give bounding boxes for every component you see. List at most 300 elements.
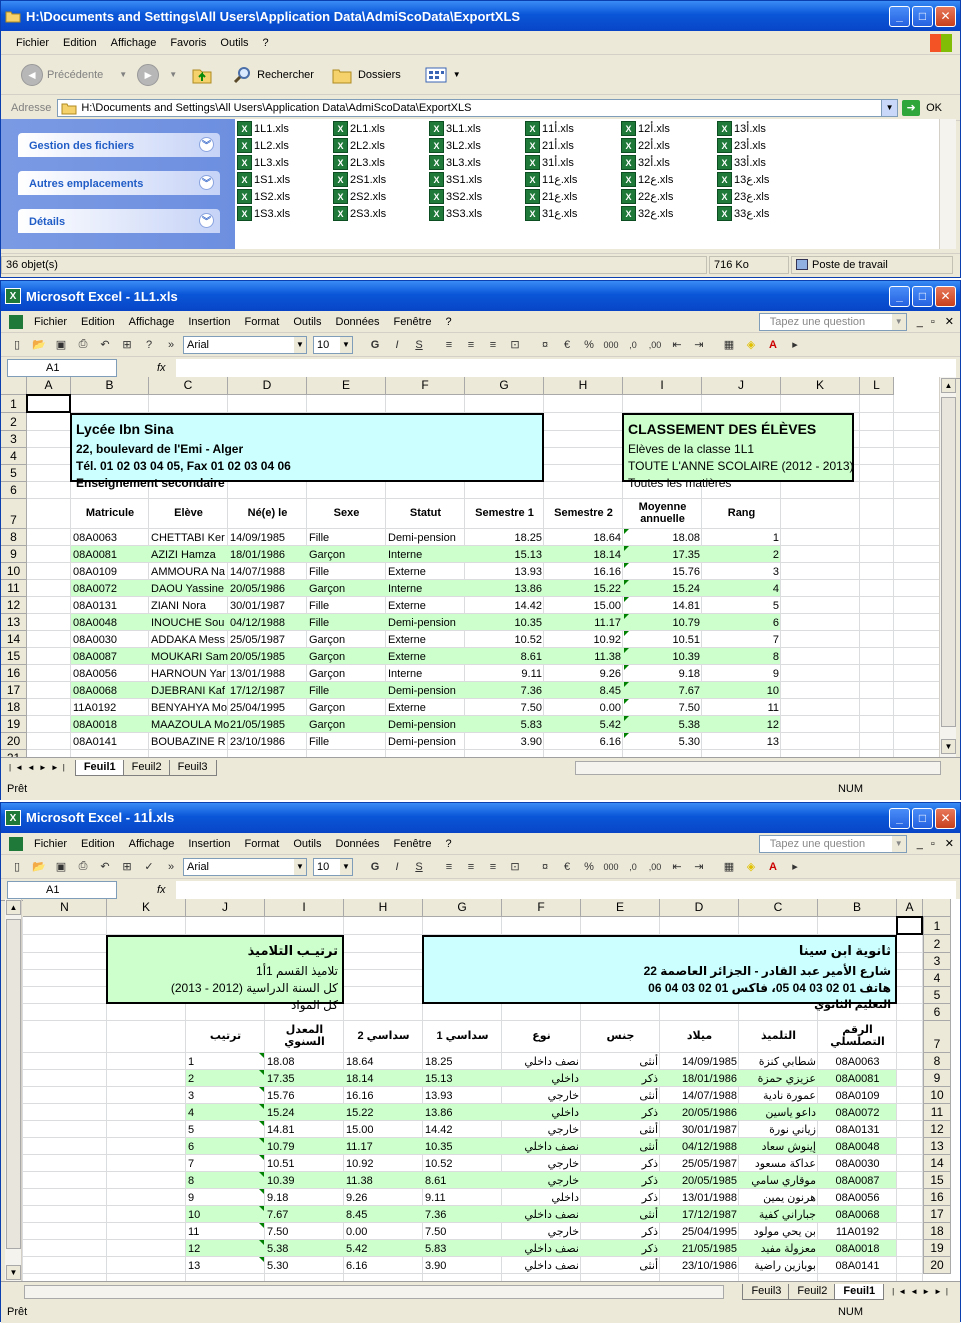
table-cell[interactable]: بوبازين راضية (754, 1260, 816, 1272)
table-cell[interactable]: 13/01/1988 (681, 1192, 737, 1204)
row-header[interactable]: 8 (1, 529, 27, 546)
file-item[interactable] (525, 205, 577, 222)
chevron-down-icon[interactable]: ▼ (294, 337, 306, 353)
table-cell[interactable]: Externe (388, 566, 426, 578)
row-header[interactable]: 17 (923, 1206, 951, 1223)
table-cell[interactable]: عزيزي حمزة (757, 1073, 816, 1085)
table-cell[interactable]: 4 (188, 1107, 195, 1119)
file-item[interactable] (429, 154, 481, 171)
scroll-up-icon[interactable]: ▲ (941, 378, 956, 393)
table-cell[interactable]: BENYAHYA Mo (151, 702, 228, 714)
table-cell[interactable]: CHETTABI Ker (151, 532, 225, 544)
table-cell[interactable]: 08A0131 (835, 1124, 880, 1136)
forward-arrow-icon[interactable]: ► (137, 64, 159, 86)
file-item[interactable] (333, 188, 386, 205)
menu-edition[interactable]: Edition (81, 315, 115, 328)
fill-color-icon[interactable]: ◈ (746, 861, 756, 873)
table-cell[interactable]: 8.61 (520, 651, 542, 663)
outdent-icon[interactable]: ⇤ (672, 339, 682, 351)
table-cell[interactable]: 1 (772, 532, 779, 544)
table-cell[interactable]: 7.50 (425, 1226, 447, 1238)
menu-insertion[interactable]: Insertion (188, 837, 231, 850)
table-cell[interactable]: 18.64 (346, 1056, 374, 1068)
table-cell[interactable]: 12 (766, 719, 779, 731)
table-cell[interactable]: 15.76 (672, 566, 700, 578)
file-item[interactable] (525, 154, 574, 171)
table-cell[interactable]: 17.35 (672, 549, 700, 561)
table-cell[interactable]: 10.51 (672, 634, 700, 646)
table-cell[interactable]: Garçon (309, 549, 346, 561)
table-cell[interactable]: 3 (188, 1090, 195, 1102)
table-cell[interactable]: HARNOUN Yar (151, 668, 226, 680)
table-cell[interactable]: 15.00 (593, 600, 621, 612)
row-header[interactable]: 2 (923, 935, 951, 953)
table-cell[interactable]: 08A0068 (835, 1209, 880, 1221)
row-header[interactable]: 2 (1, 413, 27, 431)
table-cell[interactable]: DAOU Yassine (151, 583, 224, 595)
table-cell[interactable]: 10.35 (514, 617, 542, 629)
menu-edition[interactable]: Edition (63, 36, 97, 49)
excel-doc-icon[interactable] (9, 315, 23, 329)
table-cell[interactable]: 16.16 (593, 566, 621, 578)
table-cell[interactable]: نصف داخلي (524, 1141, 579, 1153)
column-header[interactable]: N (23, 899, 107, 917)
table-cell[interactable]: 11.17 (594, 617, 621, 629)
doc-minimize-button[interactable]: _ (916, 315, 923, 328)
table-cell[interactable]: 10.79 (267, 1141, 295, 1153)
table-cell[interactable]: 5 (188, 1124, 195, 1136)
table-cell[interactable]: 17.35 (267, 1073, 295, 1085)
table-cell[interactable]: 12 (188, 1243, 201, 1255)
table-cell[interactable]: أنثى (639, 1141, 658, 1153)
table-cell[interactable]: 10 (188, 1209, 201, 1221)
file-item[interactable] (717, 137, 766, 154)
table-cell[interactable]: 13.86 (514, 583, 542, 595)
table-cell[interactable]: 08A0109 (835, 1090, 880, 1102)
table-cell[interactable]: ذكر (641, 1226, 658, 1238)
font-size-select[interactable] (313, 858, 353, 876)
tab-feuil2[interactable]: Feuil2 (788, 1284, 836, 1300)
table-cell[interactable]: 7.67 (678, 685, 700, 697)
go-button[interactable]: OK (926, 101, 942, 114)
table-cell[interactable]: 16.16 (346, 1090, 374, 1102)
table-cell[interactable]: 08A0048 (835, 1141, 880, 1153)
chevron-down-icon[interactable]: ▼ (892, 836, 906, 852)
table-cell[interactable]: 14.81 (267, 1124, 295, 1136)
file-item[interactable] (333, 120, 385, 137)
table-cell[interactable]: 08A0081 (73, 549, 118, 561)
table-cell[interactable]: 25/04/1995 (230, 702, 286, 714)
doc-restore-button[interactable]: ▫ (930, 315, 935, 328)
align-right-icon[interactable]: ≡ (489, 860, 497, 873)
table-cell[interactable]: إينوش سعاد (761, 1141, 816, 1153)
address-input[interactable] (57, 99, 898, 117)
row-header[interactable]: 1 (923, 917, 951, 935)
borders-icon[interactable]: ▦ (723, 339, 735, 351)
table-cell[interactable]: بن يحي مولود (753, 1226, 816, 1238)
italic-icon[interactable]: I (395, 860, 399, 873)
table-cell[interactable]: 08A0141 (73, 736, 118, 748)
table-cell[interactable]: 20/05/1985 (681, 1175, 737, 1187)
chevron-down-icon[interactable]: ︾ (199, 213, 214, 228)
table-cell[interactable]: 11 (188, 1226, 200, 1238)
table-cell[interactable]: 30/01/1987 (681, 1124, 737, 1136)
table-cell[interactable]: 13 (766, 736, 779, 748)
row-header[interactable]: 7 (1, 499, 27, 529)
table-cell[interactable]: 8 (772, 651, 779, 663)
save-icon[interactable]: ▣ (55, 339, 67, 351)
row-header[interactable]: 15 (1, 648, 27, 665)
scroll-down-icon[interactable]: ▼ (6, 1265, 21, 1280)
table-cell[interactable]: عداكة مسعود (754, 1158, 816, 1170)
row-header[interactable]: 9 (1, 546, 27, 563)
close-button[interactable]: ✕ (935, 286, 956, 307)
row-header[interactable]: 11 (923, 1104, 951, 1121)
table-cell[interactable]: داخلي (551, 1073, 579, 1085)
file-item[interactable] (237, 188, 290, 205)
back-button[interactable]: Précédente (47, 68, 104, 81)
scroll-thumb[interactable] (941, 397, 956, 727)
table-cell[interactable]: 6 (188, 1141, 195, 1153)
table-cell[interactable]: خارجي (547, 1158, 579, 1170)
menu-format[interactable]: Format (244, 837, 280, 850)
indent-icon[interactable]: ⇥ (694, 861, 704, 873)
table-cell[interactable]: 13.86 (425, 1107, 453, 1119)
file-item[interactable] (429, 120, 481, 137)
table-cell[interactable]: 04/12/1988 (681, 1141, 737, 1153)
save-icon[interactable]: ▣ (55, 861, 67, 873)
task-file-management[interactable] (18, 133, 220, 157)
table-cell[interactable]: أنثى (639, 1090, 658, 1102)
table-cell[interactable]: 21/05/1985 (230, 719, 286, 731)
direction-icon[interactable]: ▸ (792, 861, 798, 873)
search-icon[interactable] (233, 65, 253, 85)
formula-input[interactable] (176, 881, 956, 899)
table-cell[interactable]: 18/01/1986 (681, 1073, 737, 1085)
file-item[interactable] (717, 171, 769, 188)
bold-icon[interactable]: G (370, 338, 380, 351)
table-cell[interactable]: Externe (388, 702, 426, 714)
table-cell[interactable]: Externe (388, 634, 426, 646)
table-cell[interactable]: Externe (388, 600, 426, 612)
excel1-titlebar[interactable] (1, 281, 960, 311)
table-cell[interactable]: ذكر (641, 1192, 658, 1204)
column-header[interactable]: F (386, 377, 465, 395)
table-cell[interactable]: 11A0192 (73, 702, 117, 714)
thousands-icon[interactable]: 000 (603, 861, 619, 872)
tab-nav-icons[interactable]: |◄◄►►| (9, 763, 69, 772)
table-cell[interactable]: 10.52 (425, 1158, 453, 1170)
table-cell[interactable]: 13/01/1988 (230, 668, 286, 680)
table-cell[interactable]: 08A0109 (73, 566, 118, 578)
row-header[interactable]: 12 (923, 1121, 951, 1138)
merge-icon[interactable]: ⊡ (510, 339, 520, 351)
file-item[interactable] (717, 154, 766, 171)
more-icon[interactable]: » (167, 338, 175, 351)
menu-fenetre[interactable]: Fenêtre (393, 837, 432, 850)
file-item[interactable] (333, 137, 385, 154)
column-header[interactable]: B (71, 377, 149, 395)
menu-donnees[interactable]: Données (335, 315, 380, 328)
table-cell[interactable]: داخلي (551, 1192, 579, 1204)
row-header[interactable]: 20 (923, 1257, 951, 1274)
maximize-button[interactable]: □ (912, 6, 933, 27)
table-cell[interactable]: خارجي (547, 1226, 579, 1238)
table-cell[interactable]: AZIZI Hamza (151, 549, 216, 561)
row-header[interactable]: 20 (1, 733, 27, 750)
row-header[interactable]: 14 (923, 1155, 951, 1172)
column-header[interactable]: H (544, 377, 623, 395)
table-cell[interactable]: ذكر (641, 1073, 658, 1085)
table-cell[interactable]: 5.83 (520, 719, 542, 731)
maximize-button[interactable]: □ (912, 286, 933, 307)
file-item[interactable] (621, 188, 673, 205)
table-cell[interactable]: ADDAKA Mess (151, 634, 225, 646)
table-cell[interactable]: أنثى (639, 1260, 658, 1272)
spell-icon[interactable]: ✓ (144, 861, 154, 873)
table-cell[interactable]: 20/05/1985 (230, 651, 286, 663)
table-cell[interactable]: 14.81 (672, 600, 700, 612)
row-header[interactable]: 13 (1, 614, 27, 631)
row-header[interactable]: 4 (1, 448, 27, 465)
task-other-places[interactable] (18, 171, 220, 195)
row-header[interactable]: 6 (1, 482, 27, 499)
column-header[interactable]: G (423, 899, 502, 917)
table-cell[interactable]: داعو ياسين (765, 1107, 816, 1119)
align-center-icon[interactable]: ≡ (467, 338, 475, 351)
table-cell[interactable]: DJEBRANI Kaf (151, 685, 225, 697)
menu-affichage[interactable]: Affichage (128, 837, 175, 850)
chevron-down-icon[interactable]: ▼ (892, 314, 906, 330)
tab-feuil3[interactable]: Feuil3 (169, 760, 217, 776)
row-header[interactable]: 16 (923, 1189, 951, 1206)
table-cell[interactable]: 08A0056 (73, 668, 118, 680)
table-cell[interactable]: Garçon (309, 668, 346, 680)
table-cell[interactable]: Garçon (309, 702, 346, 714)
table-cell[interactable]: Garçon (309, 651, 346, 663)
menu-help[interactable]: ? (445, 315, 452, 328)
file-item[interactable] (525, 120, 574, 137)
table-cell[interactable]: 7.50 (678, 702, 700, 714)
menu-fichier[interactable]: Fichier (16, 36, 50, 49)
align-left-icon[interactable]: ≡ (445, 338, 453, 351)
file-item[interactable] (525, 137, 574, 154)
row-header[interactable]: 19 (1, 716, 27, 733)
font-name-select[interactable] (183, 336, 307, 354)
table-cell[interactable]: 17/12/1987 (230, 685, 286, 697)
row-header[interactable]: 11 (1, 580, 27, 597)
underline-icon[interactable]: S (415, 860, 423, 873)
select-all[interactable] (1, 377, 27, 395)
bold-icon[interactable]: G (370, 860, 380, 873)
file-item[interactable] (237, 154, 289, 171)
views-icon[interactable] (425, 66, 449, 84)
file-item[interactable] (429, 205, 482, 222)
file-item[interactable] (237, 120, 289, 137)
table-cell[interactable]: 0.00 (346, 1226, 368, 1238)
table-cell[interactable]: 23/10/1986 (230, 736, 286, 748)
table-cell[interactable]: 08A0018 (73, 719, 118, 731)
column-header[interactable]: D (660, 899, 739, 917)
column-header[interactable]: A (27, 377, 71, 395)
table-cell[interactable]: 20/05/1986 (230, 583, 286, 595)
hscroll[interactable] (575, 761, 941, 775)
table-cell[interactable]: 18.14 (593, 549, 621, 561)
chevron-down-icon[interactable]: ▼ (340, 859, 352, 875)
table-cell[interactable]: 7 (772, 634, 779, 646)
decrease-decimal-icon[interactable]: ,00 (648, 339, 662, 350)
table-cell[interactable]: 9.18 (267, 1192, 289, 1204)
table-cell[interactable]: Interne (388, 668, 423, 680)
table-cell[interactable]: ZIANI Nora (151, 600, 207, 612)
forward-dropdown-icon[interactable]: ▼ (169, 70, 178, 79)
table-cell[interactable]: 10.51 (267, 1158, 295, 1170)
table-cell[interactable]: MAAZOULA Mo (151, 719, 230, 731)
chevron-down-icon[interactable]: ▼ (294, 859, 306, 875)
open-icon[interactable]: 📂 (32, 339, 46, 351)
table-cell[interactable]: خارجي (547, 1175, 579, 1187)
table-cell[interactable]: Fille (309, 532, 330, 544)
row-header[interactable]: 5 (1, 465, 27, 482)
menu-help[interactable]: ? (445, 837, 452, 850)
table-cell[interactable]: 5.42 (599, 719, 621, 731)
table-cell[interactable]: ذكر (641, 1243, 658, 1255)
menu-donnees[interactable]: Données (335, 837, 380, 850)
table-cell[interactable]: 08A0048 (73, 617, 118, 629)
scroll-thumb[interactable] (6, 919, 21, 1249)
menu-outils[interactable]: Outils (293, 315, 322, 328)
table-cell[interactable]: 10.79 (672, 617, 700, 629)
row-header[interactable]: 1 (1, 395, 27, 413)
currency-icon[interactable]: ¤ (541, 338, 549, 351)
table-cell[interactable]: 25/05/1987 (230, 634, 286, 646)
table-cell[interactable]: 10.92 (593, 634, 621, 646)
table-cell[interactable]: 11.17 (346, 1141, 373, 1153)
table-cell[interactable]: 10.52 (514, 634, 542, 646)
row-header[interactable]: 6 (923, 1004, 951, 1021)
table-cell[interactable]: 11 (767, 702, 779, 714)
borders-icon[interactable]: ▦ (723, 861, 735, 873)
increase-decimal-icon[interactable]: ,0 (629, 339, 637, 350)
table-cell[interactable]: 7.50 (267, 1226, 289, 1238)
scroll-down-icon[interactable]: ▼ (941, 739, 956, 754)
percent-icon[interactable]: % (584, 860, 594, 873)
euro-icon[interactable]: € (563, 338, 571, 351)
table-cell[interactable]: 30/01/1987 (230, 600, 286, 612)
table-cell[interactable]: 20/05/1986 (681, 1107, 737, 1119)
doc-close-button[interactable]: ✕ (944, 838, 954, 850)
column-header[interactable]: I (623, 377, 702, 395)
tab-nav-icons[interactable]: |◄◄►►| (892, 1287, 952, 1296)
file-item[interactable] (621, 137, 670, 154)
table-cell[interactable]: 14/09/1985 (230, 532, 286, 544)
table-cell[interactable]: 10.92 (346, 1158, 374, 1170)
table-cell[interactable]: 08A0063 (835, 1056, 880, 1068)
table-cell[interactable]: 11.38 (346, 1175, 373, 1187)
scroll-up-icon[interactable]: ▲ (6, 900, 21, 915)
table-cell[interactable]: 08A0081 (835, 1073, 880, 1085)
align-center-icon[interactable]: ≡ (467, 860, 475, 873)
table-cell[interactable]: داخلي (551, 1107, 579, 1119)
table-cell[interactable]: معزولة مفيد (760, 1243, 816, 1255)
menu-edition[interactable]: Edition (81, 837, 115, 850)
table-cell[interactable]: 18/01/1986 (230, 549, 286, 561)
table-cell[interactable]: Garçon (309, 634, 346, 646)
file-item[interactable] (717, 205, 769, 222)
row-header[interactable]: 8 (923, 1053, 951, 1070)
explorer-titlebar[interactable] (1, 1, 960, 31)
table-cell[interactable]: نصف داخلي (524, 1056, 579, 1068)
table-cell[interactable]: 6.16 (346, 1260, 368, 1272)
go-arrow-icon[interactable]: ➜ (902, 100, 920, 116)
column-header[interactable]: J (186, 899, 265, 917)
align-left-icon[interactable]: ≡ (445, 860, 453, 873)
table-cell[interactable]: 08A0030 (73, 634, 118, 646)
minimize-button[interactable]: _ (889, 6, 910, 27)
up-folder-icon[interactable] (191, 64, 213, 86)
row-header[interactable]: 15 (923, 1172, 951, 1189)
menu-favoris[interactable]: Favoris (170, 36, 207, 49)
research-icon[interactable]: ⊞ (122, 861, 132, 873)
table-cell[interactable]: 5 (772, 600, 779, 612)
table-cell[interactable]: 15.76 (267, 1090, 295, 1102)
table-cell[interactable]: 08A0072 (73, 583, 118, 595)
table-cell[interactable]: 9 (188, 1192, 195, 1204)
close-button[interactable]: ✕ (935, 6, 956, 27)
table-cell[interactable]: 15.24 (267, 1107, 295, 1119)
question-input[interactable] (759, 835, 907, 853)
column-header[interactable]: K (781, 377, 860, 395)
table-cell[interactable]: 04/12/1988 (230, 617, 286, 629)
file-item[interactable] (237, 205, 290, 222)
file-item[interactable] (429, 137, 481, 154)
font-color-icon[interactable]: A (769, 860, 777, 873)
table-cell[interactable]: 13 (188, 1260, 201, 1272)
row-header[interactable]: 19 (923, 1240, 951, 1257)
percent-icon[interactable]: % (584, 338, 594, 351)
table-cell[interactable]: 08A0087 (835, 1175, 880, 1187)
column-header[interactable]: L (860, 377, 894, 395)
menu-fichier[interactable]: Fichier (34, 837, 68, 850)
table-cell[interactable]: 10.39 (267, 1175, 295, 1187)
row-header[interactable]: 3 (1, 431, 27, 448)
menu-insertion[interactable]: Insertion (188, 315, 231, 328)
table-cell[interactable]: زياني نورة (769, 1124, 816, 1136)
excel1-vscroll[interactable] (939, 377, 956, 757)
table-cell[interactable]: 5.30 (267, 1260, 289, 1272)
table-cell[interactable]: 9.18 (678, 668, 700, 680)
table-cell[interactable]: 18.25 (425, 1056, 453, 1068)
table-cell[interactable]: 18.08 (267, 1056, 295, 1068)
column-header[interactable]: H (344, 899, 423, 917)
table-cell[interactable]: 8.61 (425, 1175, 447, 1187)
table-cell[interactable]: 8 (188, 1175, 195, 1187)
table-cell[interactable]: 5.38 (678, 719, 700, 731)
table-cell[interactable]: 8.45 (346, 1209, 368, 1221)
table-cell[interactable]: 14/07/1988 (230, 566, 286, 578)
row-header[interactable]: 4 (923, 970, 951, 987)
table-cell[interactable]: هرنون يمين (763, 1192, 816, 1204)
column-header[interactable]: I (265, 899, 344, 917)
table-cell[interactable]: 14.42 (425, 1124, 453, 1136)
name-box[interactable] (7, 881, 117, 899)
table-cell[interactable]: 11A0192 (835, 1226, 880, 1238)
doc-minimize-button[interactable]: _ (916, 837, 923, 850)
column-header[interactable]: D (228, 377, 307, 395)
file-item[interactable] (429, 188, 482, 205)
file-item[interactable] (333, 171, 386, 188)
row-header[interactable]: 12 (1, 597, 27, 614)
